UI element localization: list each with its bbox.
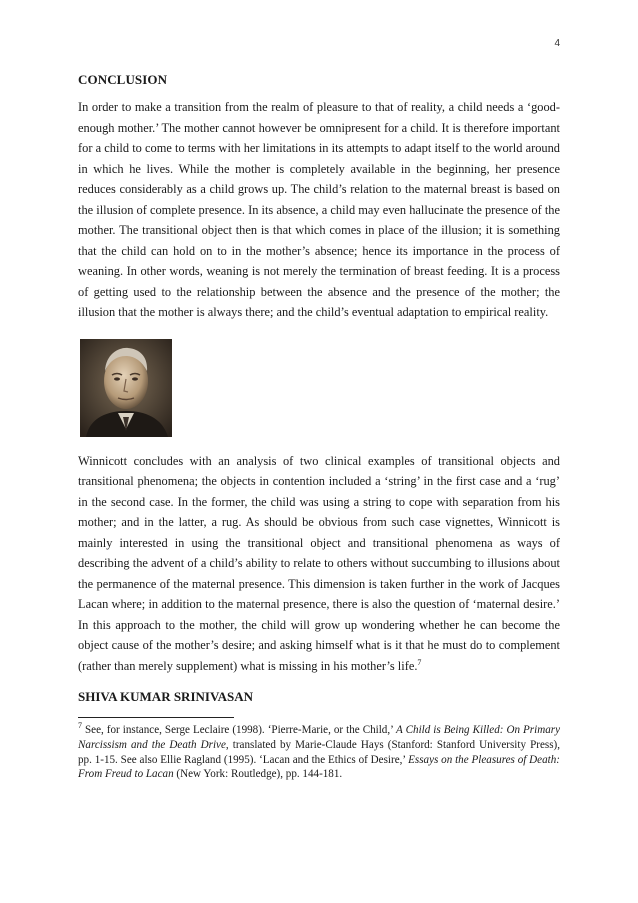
footnote-text-1: See, for instance, Serge Leclaire (1998). ‘Pierre-Marie, or the Child,’ [85, 724, 397, 736]
footnote-text-3: (New York: Routledge), pp. 144-181. [173, 768, 343, 781]
footnote-marker: 7 [78, 721, 82, 731]
conclusion-paragraph: In order to make a transition from the realm of pleasure to that of reality, a child needs a ‘good-enough mother.’ The mother cannot however be omnipresent for a child. It is therefore important for a child to come to terms with her limitations in its attempts to adapt itself to the world around in which he lives. While the mother is completely available in the beginning, her presence reduces considerably as a child grows up. The child’s relation to the maternal breast is based on the illusion of complete presence. In its absence, a child may even hallucinate the presence of the mother. The transitional object then is that which comes in place of the illusion; it is something that the child can hold on to in the mother’s absence; hence its importance in the process of weaning. In other words, weaning is not merely the termination of breast feeding. It is a process of getting used to the relationship between the absence and the presence of the mother; the illusion that the mother is always there; and the child’s eventual adaptation to empirical reality. [78, 100, 560, 319]
conclusion-heading: CONCLUSION [78, 72, 168, 87]
page-content [78, 72, 560, 782]
footnote-book-title-2: Essays on the Pleasures of Death: From Freud to Lacan [78, 753, 560, 781]
footnote-book-title-1: A Child is Being Killed: On Primary Narcissism and the Death Drive [78, 724, 561, 751]
page-number: 4 [554, 38, 560, 49]
footnote-text-2: , translated by Marie-Claude Hays (Stanford: Stanford University Press), pp. 1-15. See also Ellie Ragland (1995). ‘Lacan and the Ethics of Desire,’ [78, 738, 560, 766]
winnicott-paragraph-text: Winnicott concludes with an analysis of two clinical examples of transitional objects and transitional phenomena; the objects in contention included a ‘string’ in the first case and a ‘rug’ in the second case. In the former, the child was using a string to cope with separation from his mother; and in the latter, a rug. As should be obvious from such case vignettes, Winnicott is mainly interested in using the transitional object and transitional phenomena as ways of describing the advent of a child’s ability to relate to others without succumbing to illusions about the permanence of the maternal presence. This dimension is taken further in the work of Jacques Lacan where; in addition to the maternal presence, there is also the question of ‘maternal desire.’ In this approach to the mother, the child will grow up wondering whether he can become the object cause of the mother’s desire; and asking himself what is it that he must do to complement (rather than merely supplement) what is missing in his mother’s life. [78, 453, 560, 673]
portrait-photo [80, 339, 172, 437]
footnote-reference[interactable]: 7 [417, 657, 422, 667]
author-name: SHIVA KUMAR SRINIVASAN [78, 689, 254, 704]
winnicott-paragraph [78, 451, 560, 677]
footnote-divider [78, 717, 234, 718]
footnote [78, 723, 560, 782]
